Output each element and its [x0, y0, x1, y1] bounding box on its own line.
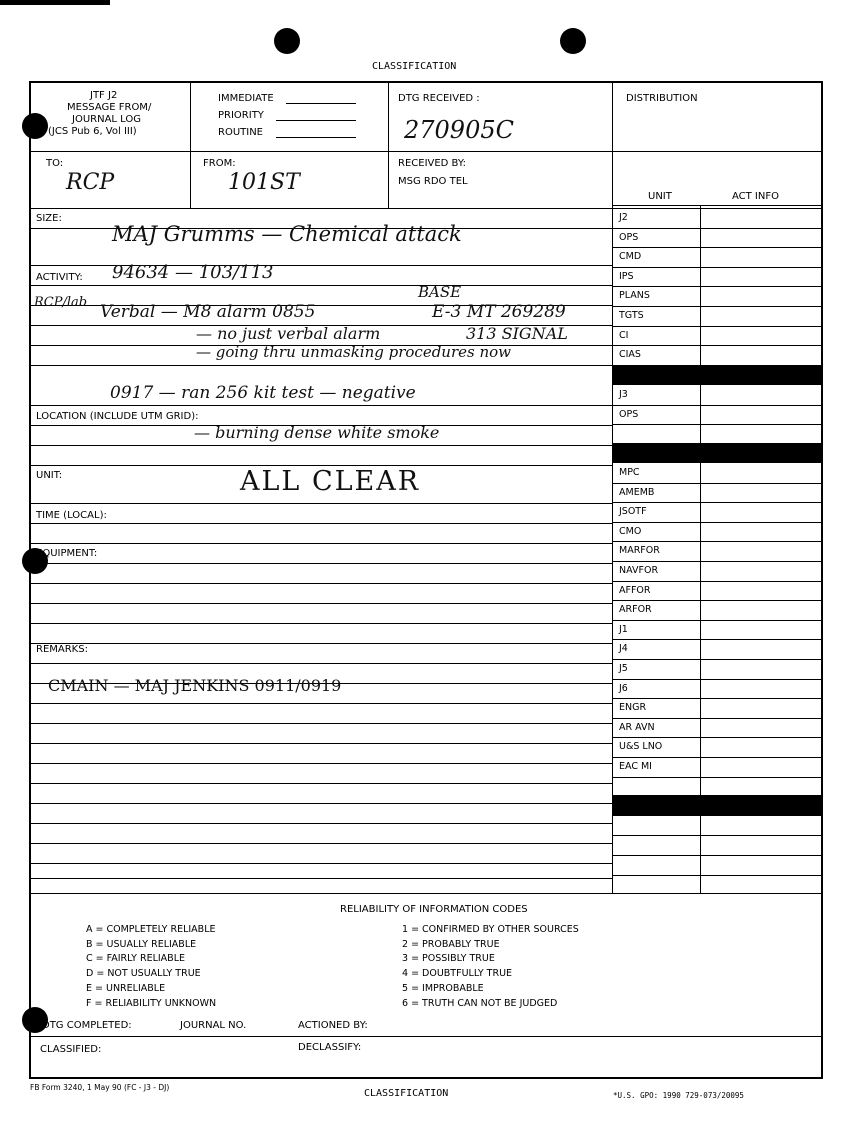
distribution-row[interactable] — [613, 561, 822, 581]
distribution-row[interactable] — [613, 326, 822, 346]
punch-hole-top-left — [274, 28, 300, 54]
form-rule-line — [31, 878, 612, 879]
distribution-blank-line — [612, 835, 822, 836]
distribution-row[interactable] — [613, 247, 822, 267]
remarks-label: REMARKS: — [36, 644, 88, 655]
hw-activity-num[interactable]: 94634 — 103/113 — [112, 262, 274, 283]
distribution-row[interactable] — [613, 228, 822, 248]
form-rule-line — [31, 843, 612, 844]
footer-line-1 — [31, 1036, 821, 1037]
source-line-1: JTF J2 — [90, 90, 118, 101]
form-rule-line — [31, 763, 612, 764]
distribution-row[interactable] — [613, 659, 822, 679]
scan-artifact-bar — [0, 0, 110, 5]
distribution-unit-label: J3 — [619, 389, 628, 400]
location-label: LOCATION (INCLUDE UTM GRID): — [36, 411, 199, 422]
form-rule-line — [31, 703, 612, 704]
actioned-by-label: ACTIONED BY: — [298, 1020, 368, 1031]
form-rule-line — [31, 623, 612, 624]
hw-signal[interactable]: 313 SIGNAL — [466, 324, 568, 343]
journal-no-label: JOURNAL NO. — [180, 1020, 247, 1031]
reliability-code: B = USUALLY RELIABLE — [86, 938, 197, 950]
received-by-label: RECEIVED BY: — [398, 158, 467, 169]
distribution-unit-label: IPS — [619, 270, 634, 282]
distribution-row[interactable] — [613, 718, 822, 738]
distribution-blank-line — [612, 875, 822, 876]
reliability-code: E = UNRELIABLE — [86, 982, 166, 994]
distribution-unit-label: PLANS — [619, 290, 650, 302]
hw-base[interactable]: BASE — [418, 283, 462, 301]
distribution-unit-label: AFFOR — [619, 584, 651, 596]
reliability-code: 3 = POSSIBLY TRUE — [402, 953, 495, 965]
distribution-unit-label: EAC MI — [619, 761, 652, 772]
distribution-unit-label: ENGR — [619, 702, 647, 714]
reliability-top-line — [31, 893, 821, 894]
to-value[interactable]: RCP — [66, 170, 115, 195]
gpo-line: *U.S. GPO: 1990 729-073/20095 — [613, 1091, 744, 1100]
hw-line2[interactable]: Verbal — M8 alarm 0855 — [100, 302, 316, 322]
distribution-black-bar-2 — [612, 443, 822, 463]
unit-head-line — [612, 205, 822, 206]
distribution-unit-label: AMEMB — [619, 486, 655, 498]
distribution-row[interactable] — [613, 502, 822, 522]
hw-e3[interactable]: E-3 MT 269289 — [432, 302, 566, 322]
equipment-label: EQUIPMENT: — [36, 548, 98, 559]
distribution-label: DISTRIBUTION — [626, 93, 698, 104]
form-rule-line — [31, 365, 612, 366]
hw-line6[interactable]: — burning dense white smoke — [194, 423, 440, 442]
reliability-code: F = RELIABILITY UNKNOWN — [86, 997, 217, 1009]
precedence-priority: PRIORITY — [218, 110, 264, 121]
hw-all-clear[interactable]: ALL CLEAR — [240, 466, 421, 497]
received-by-sub: MSG RDO TEL — [398, 176, 468, 187]
form-rule-line — [31, 503, 612, 504]
distribution-unit-label: J2 — [619, 212, 628, 223]
distribution-unit-label: JSOTF — [619, 506, 647, 518]
form-rule-line — [31, 523, 612, 524]
to-label: TO: — [46, 158, 64, 169]
distribution-blank-line — [612, 855, 822, 856]
distribution-row[interactable] — [613, 267, 822, 287]
act-info-column-header: ACT INFO — [732, 191, 779, 202]
distribution-row[interactable] — [613, 286, 822, 306]
form-rule-line — [31, 405, 612, 406]
distribution-row[interactable] — [613, 208, 822, 228]
reliability-code: 4 = DOUBTFULLY TRUE — [402, 968, 513, 980]
distribution-black-bar-1 — [612, 365, 822, 385]
form-rule-line — [31, 663, 612, 664]
form-rule-line — [31, 583, 612, 584]
reliability-code: 6 = TRUTH CAN NOT BE JUDGED — [402, 997, 558, 1009]
distribution-row[interactable] — [613, 639, 822, 659]
distribution-row[interactable] — [613, 345, 822, 365]
punch-hole-top-right — [560, 28, 586, 54]
reliability-code: A = COMPLETELY RELIABLE — [86, 924, 216, 935]
distribution-row[interactable] — [613, 463, 822, 483]
reliability-title: RELIABILITY OF INFORMATION CODES — [340, 904, 528, 915]
form-rule-line — [31, 643, 612, 644]
hw-line1[interactable]: MAJ Grumms — Chemical attack — [112, 222, 462, 246]
form-rule-line — [31, 563, 612, 564]
form-rule-line — [31, 445, 612, 446]
form-rule-line — [31, 803, 612, 804]
dtg-completed-label: DTG COMPLETED: — [42, 1020, 132, 1031]
form-id: FB Form 3240, 1 May 90 (FC - J3 - DJ) — [30, 1083, 170, 1092]
reliability-code: 2 = PROBABLY TRUE — [402, 938, 500, 950]
reliability-code: 5 = IMPROBABLE — [402, 982, 484, 994]
distribution-row[interactable] — [613, 757, 822, 777]
immediate-blank[interactable] — [286, 103, 356, 104]
header-divider-1 — [190, 83, 191, 209]
distribution-unit-label: CIAS — [619, 349, 641, 361]
reliability-code: 1 = CONFIRMED BY OTHER SOURCES — [402, 924, 579, 935]
distribution-top-line — [612, 151, 822, 152]
activity-label: ACTIVITY: — [36, 272, 83, 283]
distribution-unit-label: J1 — [619, 623, 628, 635]
header-divider-2 — [388, 83, 389, 209]
source-line-2: MESSAGE FROM/ — [67, 102, 152, 113]
source-line-4: (JCS Pub 6, Vol III) — [48, 126, 137, 137]
form-rule-line — [31, 823, 612, 824]
routine-blank[interactable] — [276, 137, 356, 138]
distribution-unit-label: CMD — [619, 251, 642, 263]
distribution-unit-label: OPS — [619, 408, 639, 420]
unit-column-header: UNIT — [648, 191, 672, 202]
time-label: TIME (LOCAL): — [36, 510, 107, 521]
hw-line3[interactable]: — no just verbal alarm — [196, 324, 381, 343]
distribution-unit-label: TGTS — [619, 310, 644, 321]
from-label: FROM: — [203, 158, 236, 169]
precedence-immediate: IMMEDIATE — [218, 93, 274, 104]
distribution-row[interactable] — [613, 679, 822, 699]
distribution-unit-label: CMO — [619, 525, 642, 537]
distribution-unit-label: J5 — [619, 663, 628, 674]
form-rule-line — [31, 603, 612, 604]
form-rule-line — [31, 543, 612, 544]
distribution-unit-label: ARFOR — [619, 604, 652, 616]
distribution-unit-label: AR AVN — [619, 721, 655, 733]
reliability-code: D = NOT USUALLY TRUE — [86, 968, 201, 980]
form-rule-line — [31, 783, 612, 784]
dtg-received-label: DTG RECEIVED : — [398, 93, 480, 104]
classified-label: CLASSIFIED: — [40, 1044, 102, 1055]
form-rule-line — [31, 285, 612, 286]
header-row-line — [31, 151, 612, 152]
priority-blank[interactable] — [276, 120, 356, 121]
reliability-code: C = FAIRLY RELIABLE — [86, 953, 185, 965]
size-label: SIZE: — [36, 213, 62, 224]
distribution-row[interactable] — [613, 306, 822, 326]
distribution-unit-label: OPS — [619, 231, 639, 243]
distribution-unit-label: J4 — [619, 643, 628, 655]
form-rule-line — [31, 723, 612, 724]
form-rule-line — [31, 863, 612, 864]
distribution-blank-line — [612, 815, 822, 816]
distribution-unit-label: U&S LNO — [619, 741, 663, 753]
distribution-row-line — [613, 424, 822, 425]
distribution-row[interactable] — [613, 405, 822, 425]
distribution-unit-label: J6 — [619, 682, 628, 694]
unit-label: UNIT: — [36, 470, 63, 481]
distribution-row[interactable] — [613, 385, 822, 405]
hw-line5[interactable]: 0917 — ran 256 kit test — negative — [110, 383, 416, 403]
hw-line4[interactable]: — going thru unmasking procedures now — [196, 343, 512, 361]
distribution-row[interactable] — [613, 737, 822, 757]
distribution-unit-label: NAVFOR — [619, 565, 659, 576]
classification-top: CLASSIFICATION — [372, 61, 457, 72]
distribution-row[interactable] — [613, 522, 822, 542]
form-rule-line — [31, 743, 612, 744]
distribution-row[interactable] — [613, 541, 822, 561]
distribution-row-line — [613, 777, 822, 778]
distribution-row[interactable] — [613, 581, 822, 601]
from-value[interactable]: 101ST — [228, 170, 300, 195]
precedence-routine: ROUTINE — [218, 127, 263, 138]
hw-rcp-lab[interactable]: RCP/lab — [34, 295, 88, 310]
hw-remarks[interactable]: CMAIN — MAJ JENKINS 0911/0919 — [48, 676, 342, 695]
distribution-black-bar-3 — [612, 795, 822, 815]
distribution-row[interactable] — [613, 698, 822, 718]
distribution-row[interactable] — [613, 483, 822, 503]
source-line-3: JOURNAL LOG — [72, 114, 141, 125]
distribution-unit-label: MPC — [619, 467, 640, 478]
distribution-row[interactable] — [613, 600, 822, 620]
classification-bottom: CLASSIFICATION — [364, 1088, 449, 1099]
distribution-row[interactable] — [613, 620, 822, 640]
dtg-received-value[interactable]: 270905C — [404, 116, 514, 144]
declassify-label: DECLASSIFY: — [298, 1042, 362, 1053]
distribution-unit-label: MARFOR — [619, 545, 660, 557]
distribution-unit-label: CI — [619, 329, 629, 341]
